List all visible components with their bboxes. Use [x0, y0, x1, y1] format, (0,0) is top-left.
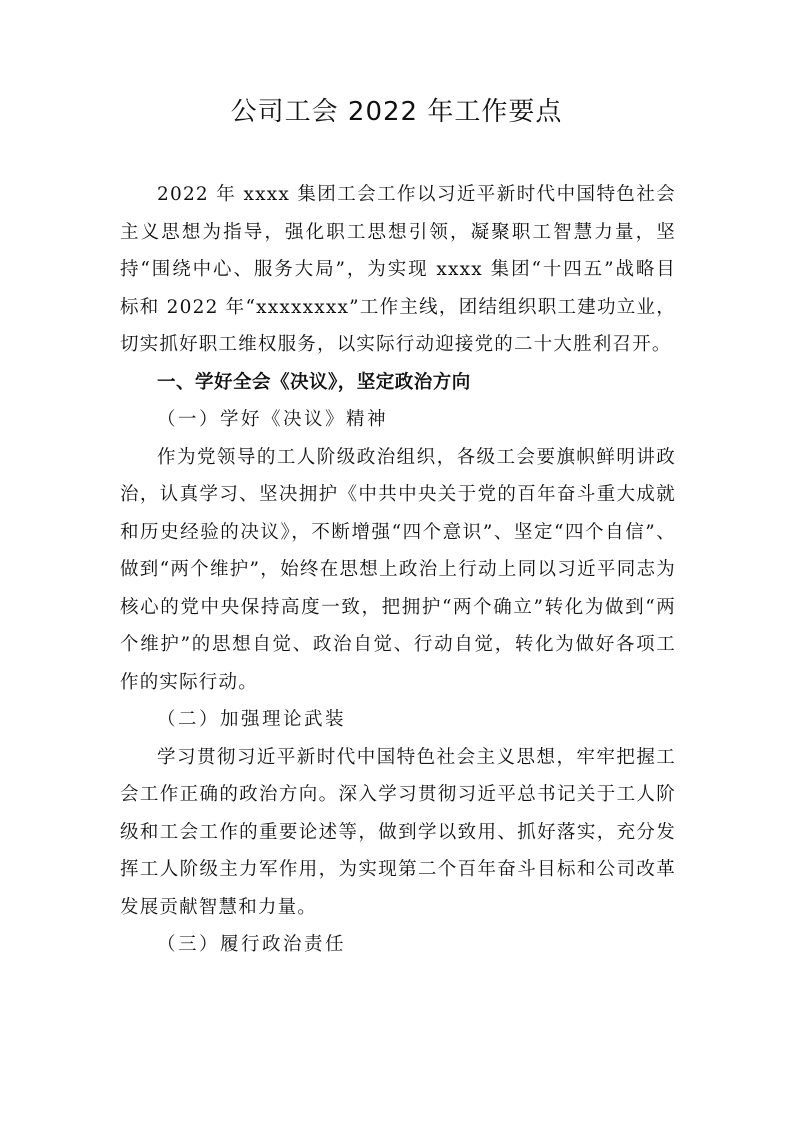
document-title: 公司工会 2022 年工作要点 [230, 97, 563, 127]
intro-paragraph: 2022 年 xxxx 集团工会工作以习近平新时代中国特色社会主义思想为指导，强化职工思想引领，凝聚职工智慧力量，坚持“围绕中心、服务大局”，为实现 xxxx 集团“十四五”战略目标和 2022 年“xxxxxxxx”工作主线，团结组织职工建功立业，切实抓好职工维权服务，以实际行动迎接党的二十大胜利召开。 [120, 184, 676, 355]
subsection-2-heading: （二）加强理论武装 [157, 709, 347, 730]
subsection-3-heading: （三）履行政治责任 [157, 934, 347, 955]
subsection-2-paragraph: 学习贯彻习近平新时代中国特色社会主义思想，牢牢把握工会工作正确的政治方向。深入学习贯彻习近平总书记关于工人阶级和工会工作的重要论述等，做到学以致用、抓好落实，充分发挥工人阶级主力军作用，为实现第二个百年奋斗目标和公司改革发展贡献智慧和力量。 [120, 746, 676, 918]
document-body [120, 176, 676, 964]
subsection-1-heading: （一）学好《决议》精神 [157, 409, 389, 430]
section-1-heading: 一、学好全会《决议》，坚定政治方向 [157, 371, 471, 393]
subsection-1-paragraph: 作为党领导的工人阶级政治组织，各级工会要旗帜鲜明讲政治，认真学习、坚决拥护《中共中央关于党的百年奋斗重大成就和历史经验的决议》，不断增强“四个意识”、坚定“四个自信”、做到“两个维护”，始终在思想上政治上行动上同以习近平同志为核心的党中央保持高度一致，把拥护“两个确立”转化为做到“两个维护”的思想自觉、政治自觉、行动自觉，转化为做好各项工作的实际行动。 [120, 446, 676, 693]
